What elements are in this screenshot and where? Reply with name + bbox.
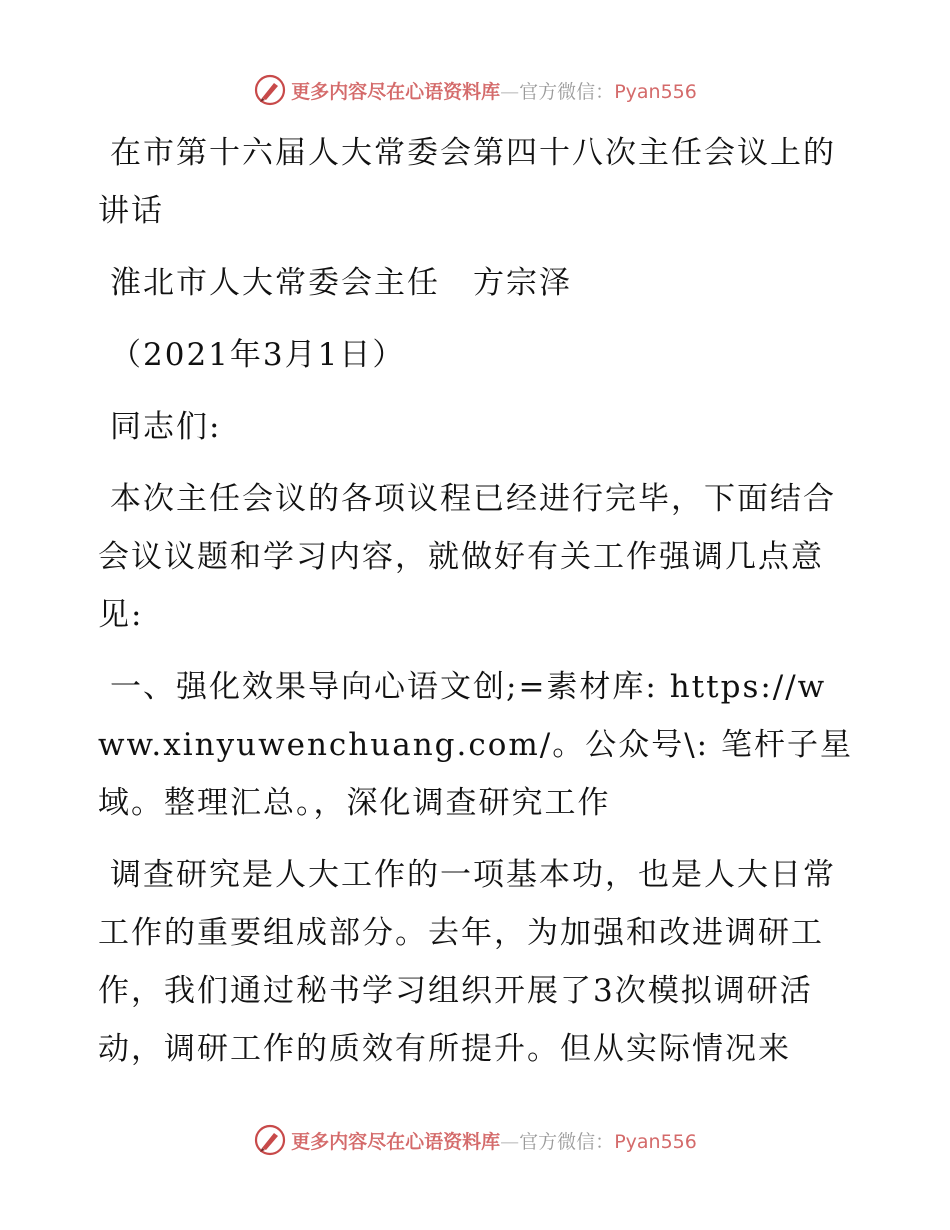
watermark-separator: — [500, 80, 520, 103]
date-line: （2021年3月1日） [110, 337, 406, 373]
watermark-account: Pyan556 [614, 1130, 697, 1153]
paragraph-intro: 本次主任会议的各项议程已经进行完毕，下面结合会议议题和学习内容，就做好有关工作强调几点意见: [98, 481, 836, 633]
document-body [98, 124, 854, 1078]
paragraph-research: 调查研究是人大工作的一项基本功，也是人大日常工作的重要组成部分。去年，为加强和改进调研工作，我们通过秘书学习组织开展了3次模拟调研活动，调研工作的质效有所提升。但从实际情况来 [98, 857, 836, 1067]
watermark-header [0, 70, 950, 110]
watermark-brand: 更多内容尽在心语资料库 [291, 80, 501, 103]
section-heading-1: 一、强化效果导向心语文创;=素材库: https://www.xinyuwenchuang.com/。公众号\: 笔杆子星域。整理汇总。，深化调查研究工作 [98, 669, 853, 821]
watermark-label: 官方微信 [519, 80, 596, 103]
watermark-brand: 更多内容尽在心语资料库 [291, 1130, 501, 1153]
watermark-footer [0, 1120, 950, 1160]
pen-logo-icon [253, 73, 287, 107]
watermark-colon: ： [595, 1130, 615, 1153]
pen-logo-icon [253, 1123, 287, 1157]
salutation: 同志们: [110, 409, 222, 445]
watermark-colon: ： [595, 80, 615, 103]
watermark-account: Pyan556 [614, 80, 697, 103]
watermark-label: 官方微信 [519, 1130, 596, 1153]
document-title: 在市第十六届人大常委会第四十八次主任会议上的讲话 [98, 135, 836, 229]
speaker-line: 淮北市人大常委会主任 方宗泽 [110, 265, 572, 301]
watermark-separator: — [500, 1130, 520, 1153]
